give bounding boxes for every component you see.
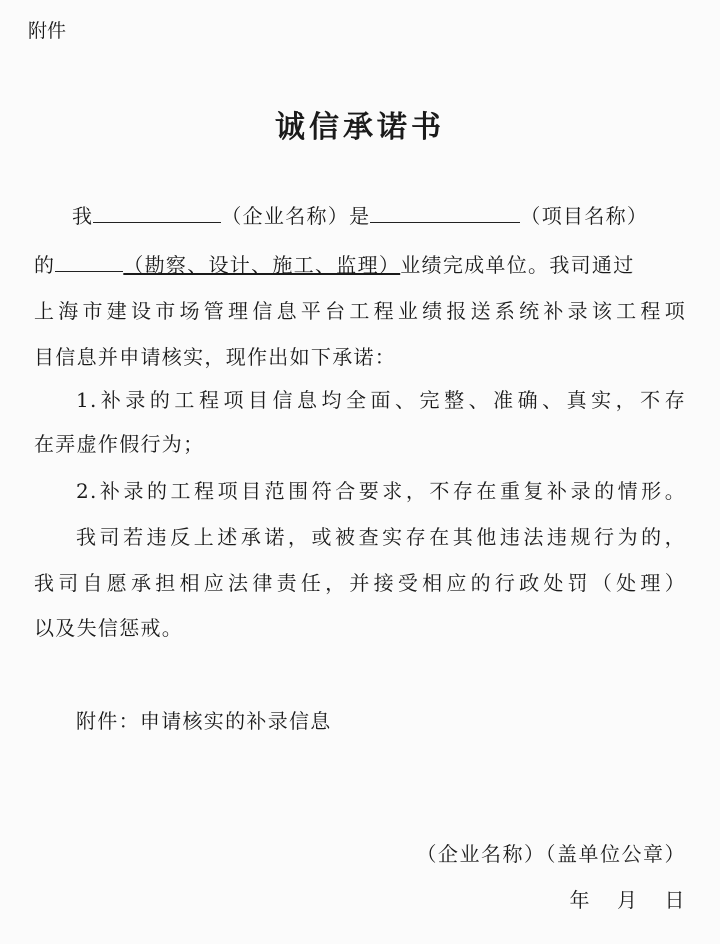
attachment-note: 附件：申请核实的补录信息: [76, 709, 332, 733]
line-2-prefix: 的: [34, 253, 56, 277]
penalty-line-2: 我司自愿承担相应法律责任，并接受相应的行政处罚（处理）: [34, 571, 686, 595]
role-placeholder: （勘察、设计、施工、监理）: [123, 253, 401, 277]
project-name-placeholder: （项目名称）: [520, 204, 649, 228]
role-blank: [55, 249, 123, 272]
penalty-line-3: 以及失信惩戒。: [34, 616, 184, 640]
company-name-blank: [93, 200, 221, 223]
document-title: 诚信承诺书: [275, 110, 445, 145]
line-3: 上海市建设市场管理信息平台工程业绩报送系统补录该工程项: [34, 299, 686, 323]
commitment-item-2: 2.补录的工程项目范围符合要求，不存在重复补录的情形。: [76, 479, 686, 503]
signature-line: （企业名称）（盖单位公章）: [416, 842, 686, 866]
date-month: 月: [617, 888, 639, 912]
line-1-prefix: 我: [72, 204, 94, 228]
commitment-item-1-continued: 在弄虚作假行为；: [34, 432, 205, 456]
attachment-label: 附件: [28, 20, 67, 42]
company-name-placeholder: （企业名称）是: [221, 204, 371, 228]
date-year: 年: [569, 888, 591, 912]
project-name-blank: [370, 200, 520, 223]
date-day: 日: [664, 888, 686, 912]
date-line: [544, 884, 687, 913]
commitment-item-1: 1.补录的工程项目信息均全面、完整、准确、真实，不存: [76, 388, 686, 412]
line-2-suffix: 业绩完成单位。我司通过: [400, 253, 635, 277]
line-4: 目信息并申请核实，现作出如下承诺：: [34, 345, 397, 369]
line-1: [72, 200, 686, 230]
penalty-line-1: 我司若违反上述承诺，或被查实存在其他违法违规行为的，: [76, 525, 686, 549]
line-2: [34, 249, 686, 279]
